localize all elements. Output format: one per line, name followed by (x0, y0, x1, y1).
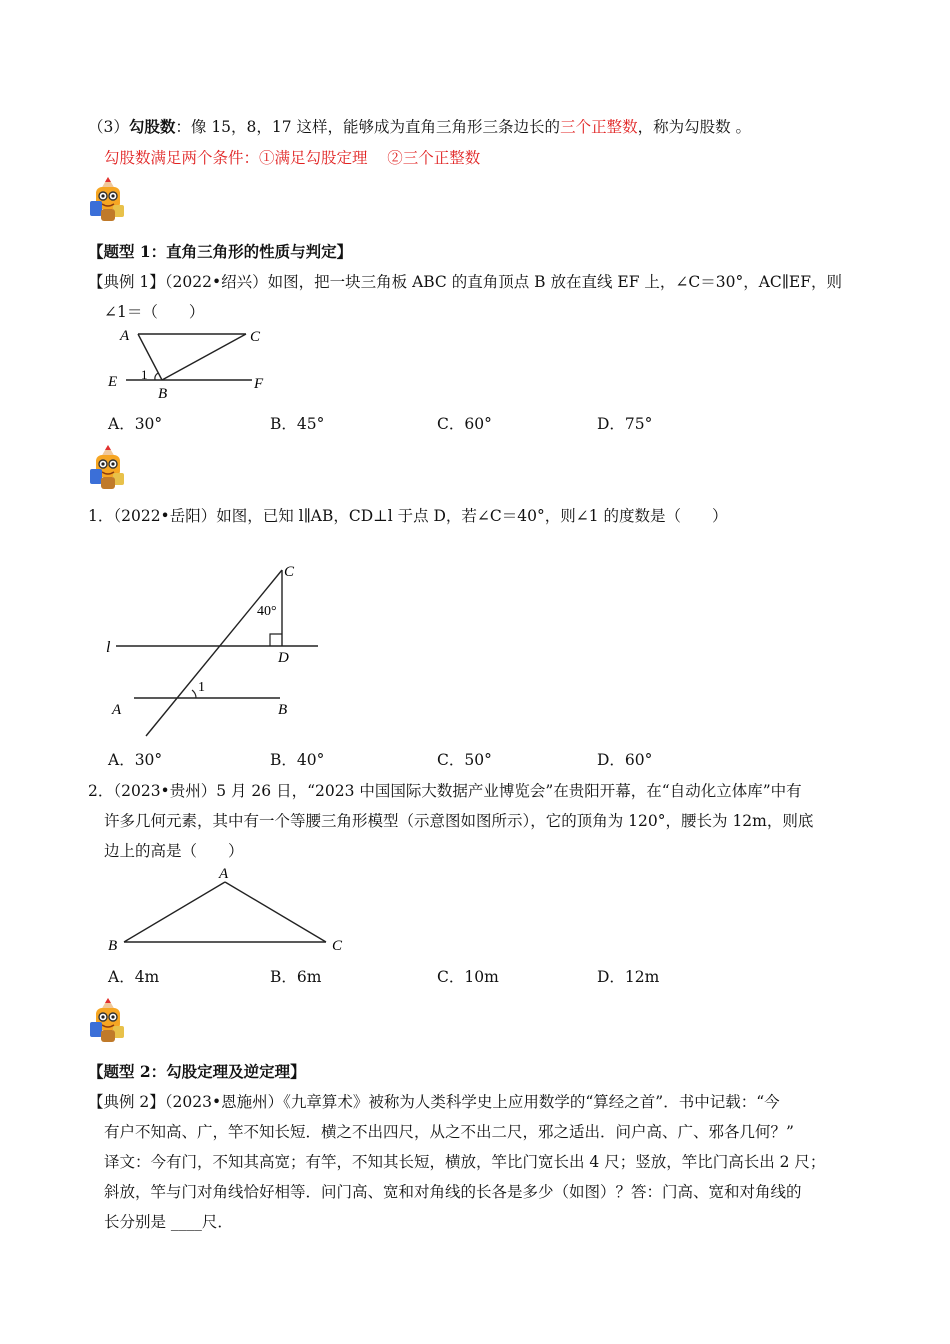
example2-text-line2: 有户不知高、广，竿不知长短．横之不出四尺，从之不出二尺，邪之适出．问户高、广、邪各几何？” (104, 1123, 794, 1141)
example1-text-line1: 【典例 1】（2022•绍兴）如图，把一块三角板 ABC 的直角顶点 B 放在直线 EF 上，∠C＝30°，AC∥EF，则 (88, 273, 842, 291)
mascot-icon (86, 996, 130, 1044)
q1-option-d[interactable]: D．60° (597, 751, 653, 769)
label-e: E (108, 374, 118, 390)
label-b: B (108, 938, 118, 954)
example1-option-c[interactable]: C．60° (437, 415, 492, 433)
example1-option-a[interactable]: A．30° (108, 415, 163, 433)
label-c: C (332, 938, 343, 954)
q1-option-c[interactable]: C．50° (437, 751, 492, 769)
type1-heading: 【题型 1：直角三角形的性质与判定】 (88, 242, 353, 261)
q1-figure (100, 560, 330, 740)
mascot-icon (86, 175, 130, 223)
mascot-icon (86, 443, 130, 491)
label-c: C (250, 329, 261, 345)
label-angle-40: 40° (257, 604, 277, 619)
example2-text-line3: 译文：今有门，不知其高宽；有竿，不知其长短，横放，竿比门宽长出 4 尺；竖放，竿比门高长出 2 尺； (104, 1153, 826, 1171)
label-a: A (112, 702, 122, 718)
label-f: F (254, 376, 264, 392)
q1-text: 1．（2022•岳阳）如图，已知 l∥AB，CD⊥l 于点 D，若∠C＝40°，则∠1 的度数是（ ） (88, 507, 728, 525)
label-b: B (158, 386, 168, 402)
label-a: A (120, 328, 130, 344)
example1-text-line2: ∠1＝（ ） (104, 303, 205, 321)
pythagorean-triple-definition: （3）勾股数：像 15，8，17 这样，能够成为直角三角形三条边长的三个正整数，称为勾股数 。 (88, 117, 752, 136)
label-c: C (284, 564, 295, 580)
label-angle-1: 1 (141, 367, 148, 382)
example2-text-line4: 斜放，竿与门对角线恰好相等．问门高、宽和对角线的长各是多少（如图）？答：门高、宽和对角线的 (104, 1183, 802, 1201)
highlight-positive-integers: 三个正整数 (560, 118, 638, 136)
q2-option-d[interactable]: D．12m (597, 968, 660, 986)
term-pythagorean-triple: 勾股数 (128, 117, 176, 136)
q2-text-line2: 许多几何元素，其中有一个等腰三角形模型（示意图如图所示），它的顶角为 120°，腰长为 12m，则底 (104, 812, 814, 830)
label-l: l (106, 639, 111, 656)
example2-text-line1: 【典例 2】（2023•恩施州）《九章算术》被称为人类科学史上应用数学的“算经之首”．书中记载：“今 (88, 1093, 780, 1111)
example2-text-line5: 长分别是 ____尺． (104, 1213, 233, 1231)
q1-option-b[interactable]: B．40° (270, 751, 325, 769)
q2-text-line1: 2．（2023•贵州）5 月 26 日，“2023 中国国际大数据产业博览会”在贵阳开幕，在“自动化立体库”中有 (88, 782, 802, 800)
q2-option-b[interactable]: B．6m (270, 968, 322, 986)
q2-text-line3: 边上的高是（ ） (104, 842, 244, 860)
q2-option-a[interactable]: A．4m (108, 968, 160, 986)
label-b: B (278, 702, 288, 718)
example1-figure (100, 322, 280, 402)
example1-option-d[interactable]: D．75° (597, 415, 653, 433)
label-a: A (219, 866, 229, 882)
example1-option-b[interactable]: B．45° (270, 415, 325, 433)
type2-heading: 【题型 2：勾股定理及逆定理】 (88, 1062, 306, 1081)
q2-figure (100, 864, 360, 956)
label-d: D (278, 650, 289, 666)
q1-option-a[interactable]: A．30° (108, 751, 163, 769)
label-angle-1: 1 (198, 680, 205, 695)
triple-conditions: 勾股数满足两个条件：①满足勾股定理 ②三个正整数 (104, 149, 481, 167)
q2-option-c[interactable]: C．10m (437, 968, 499, 986)
